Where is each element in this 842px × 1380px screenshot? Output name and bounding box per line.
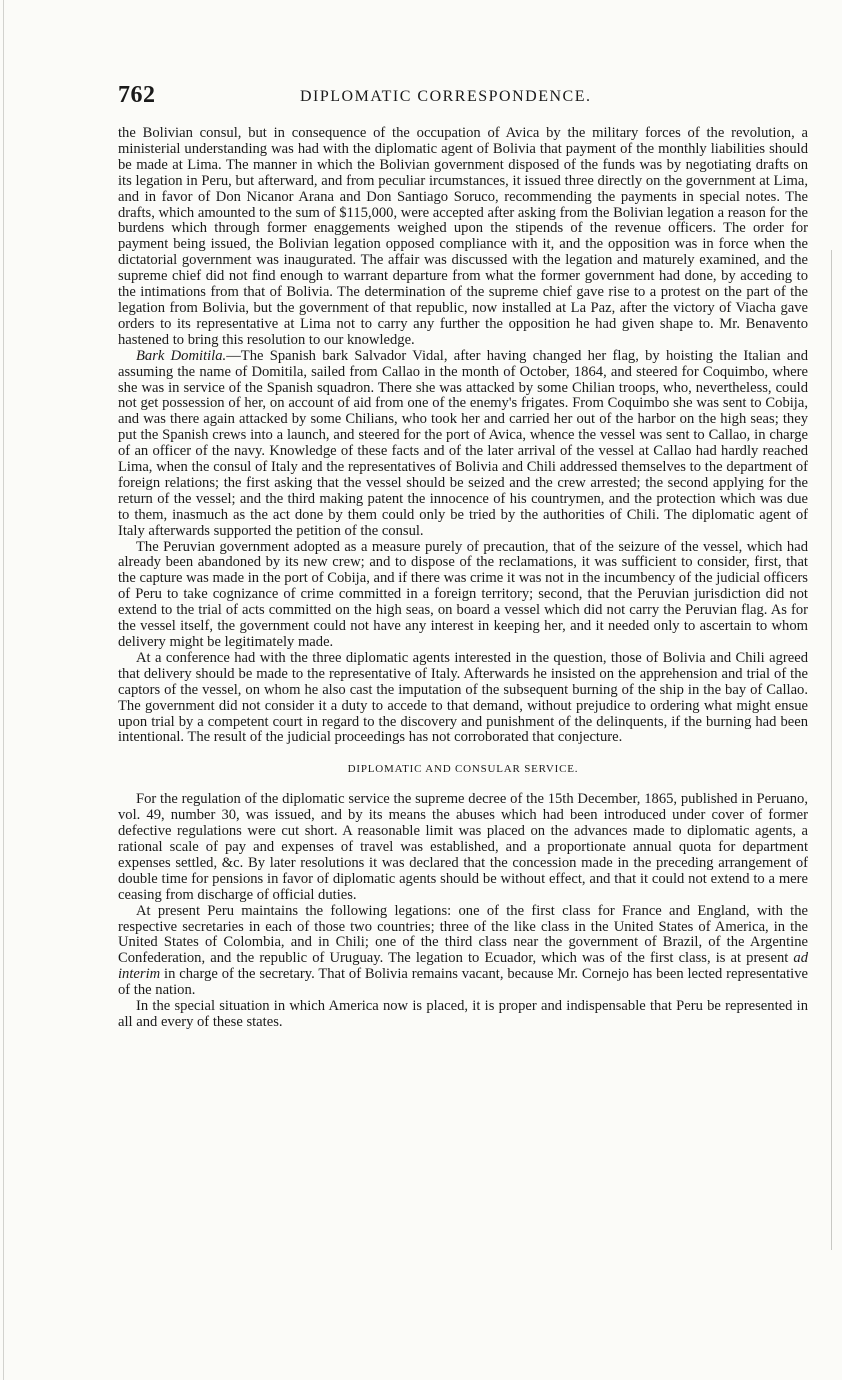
left-margin-rule	[3, 0, 4, 1380]
paragraph-lead-title: Bark Domitila.	[136, 347, 227, 364]
paragraph-peruvian-government: The Peruvian government adopted as a measure purely of precaution, that of the seizure of the vessel, which had already been abandoned by its new crew; and to dispose of the reclamations, it was sufficient to consider, first, that the capture was made in the port of Cobija, and if there was crime it was not in the incumbency of the judicial officers of Peru to take cognizance of crime committed in a foreign territory; second, that the Peruvian jurisdiction did not extend to the trial of acts committed on the high seas, on board a vessel which did not carry the Peruvian flag. As for the vessel itself, the government could not have any interest in keeping her, and it needed only to ascertain to whom delivery might be legitimately made.	[118, 538, 808, 650]
running-head: DIPLOMATIC CORRESPONDENCE.	[300, 88, 592, 105]
page-header	[118, 78, 808, 118]
italic-term: ad interim	[118, 950, 808, 983]
paragraph-text: —The Spanish bark Salvador Vidal, after having changed her flag, by hoisting the Italian and assuming the name of Domitila, sailed from Callao in the month of October, 1864, and steered for Coquimbo, where she was in service of the Spanish squadron. There she was attacked by some Chilian troops, who, nevertheless, could not get possession of her, on account of aid from one of the enemy's frigates. From Coquimbo she was sent to Cobija, and was there again attacked by some Chilians, who took her and carried her out of the harbor on the high seas; they put the Spanish crews into a launch, and steered for the port of Avica, whence the vessel was sent to Callao, in charge of an officer of the navy. Knowledge of these facts and of the later arrival of the vessel at Callao had hardly reached Lima, when the consul of Italy and the representatives of Bolivia and Chili addressed themselves to the department of foreign relations; the first asking that the vessel should be seized and the crew arrested; the second applying for the return of the vessel; and the third making patent the innocence of his countrymen, and the protection which was due to them, inasmuch as the act done by them could only be tried by the authorities of Chili. The diplomatic agent of Italy afterwards supported the petition of the consul.	[118, 347, 809, 539]
paragraph-regulation: For the regulation of the diplomatic service the supreme decree of the 15th December, 1865, published in Peruano, vol. 49, number 30, was issued, and by its means the abuses which had been introduced under cover of former defective regulations were cut short. A reasonable limit was placed on the advances made to diplomatic agents, a rational scale of pay and expenses of travel was established, and a proportionate annual quota for department expenses settled, &c. By later resolutions it was declared that the concession made in the preceding arrangement of double time for pensions in favor of diplomatic agents should be without effect, and that it could not extend to a mere ceasing from discharge of official duties.	[118, 791, 808, 903]
page-number: 762	[118, 82, 156, 108]
document-page	[118, 78, 808, 1031]
paragraph-special-situation: In the special situation in which America now is placed, it is proper and indispensable that Peru be represented in all and every of these states.	[118, 998, 808, 1030]
paragraph-text: in charge of the secretary. That of Bolivia remains vacant, because Mr. Cornejo has been lected representative of the nation.	[118, 966, 808, 999]
paragraph-conference: At a conference had with the three diplomatic agents interested in the question, those of Bolivia and Chili agreed that delivery should be made to the representative of Italy. Afterwards he insisted on the apprehension and trial of the captors of the vessel, on whom he also cast the imputation of the subsequent burning of the ship in the bay of Callao. The government did not consider it a duty to accede to that demand, without prejudice to ordering what might ensue upon trial by a competent court in regard to the discovery and punishment of the delinquents, if the burning had been intentional. The result of the judicial proceedings has not corroborated that conjecture.	[118, 649, 808, 746]
section-heading: DIPLOMATIC AND CONSULAR SERVICE.	[347, 763, 579, 776]
paragraph-text: At present Peru maintains the following legations: one of the first class for France and England, with the respective secretaries in each of those two countries; three of the like class in the United States of America, in the United States of Colombia, and in Chili; one of the third class near the government of Brazil, of the Argentine Confederation, and the republic of Uruguay. The legation to Ecuador, which was of the first class, is at present	[118, 902, 808, 967]
body-text	[118, 126, 808, 1031]
paragraph-bolivian-consul: the Bolivian consul, but in consequence of the occupation of Avica by the military forces of the revolution, a ministerial understanding was had with the diplomatic agent of Bolivia that payment of the monthly liabilities should be made at Lima. The manner in which the Bolivian government disposed of the funds was by negotiating drafts on its legation in Peru, but afterward, and from peculiar ircumstances, it issued three directly on the government at Lima, and in favor of Don Nicanor Arana and Don Santiago Soruco, recommending the payments in special notes. The drafts, which amounted to the sum of $115,000, were accepted after asking from the Bolivian legation a reason for the burdens which through former enaggements weighed upon the stipends of the revenue officers. The order for payment being issued, the Bolivian legation opposed compliance with it, and the opposition was in force when the dictatorial government was inaugurated. The affair was discussed with the legation and maturely examined, and the supreme chief did not find enough to warrant departure from what the former government had done, by acceding to the intimations from that of Bolivia. The determination of the supreme chief gave rise to a protest on the part of the legation from Bolivia, but the government of that republic, now installed at La Paz, after the victory of Viacha gave orders to its representative at Lima not to carry any further the opposition he had given shape to. Mr. Benavento hastened to bring this resolution to our knowledge.	[118, 125, 809, 348]
paragraph-legations	[118, 904, 808, 999]
paragraph-bark-domitila	[118, 349, 808, 540]
right-margin-rule	[831, 250, 832, 1250]
